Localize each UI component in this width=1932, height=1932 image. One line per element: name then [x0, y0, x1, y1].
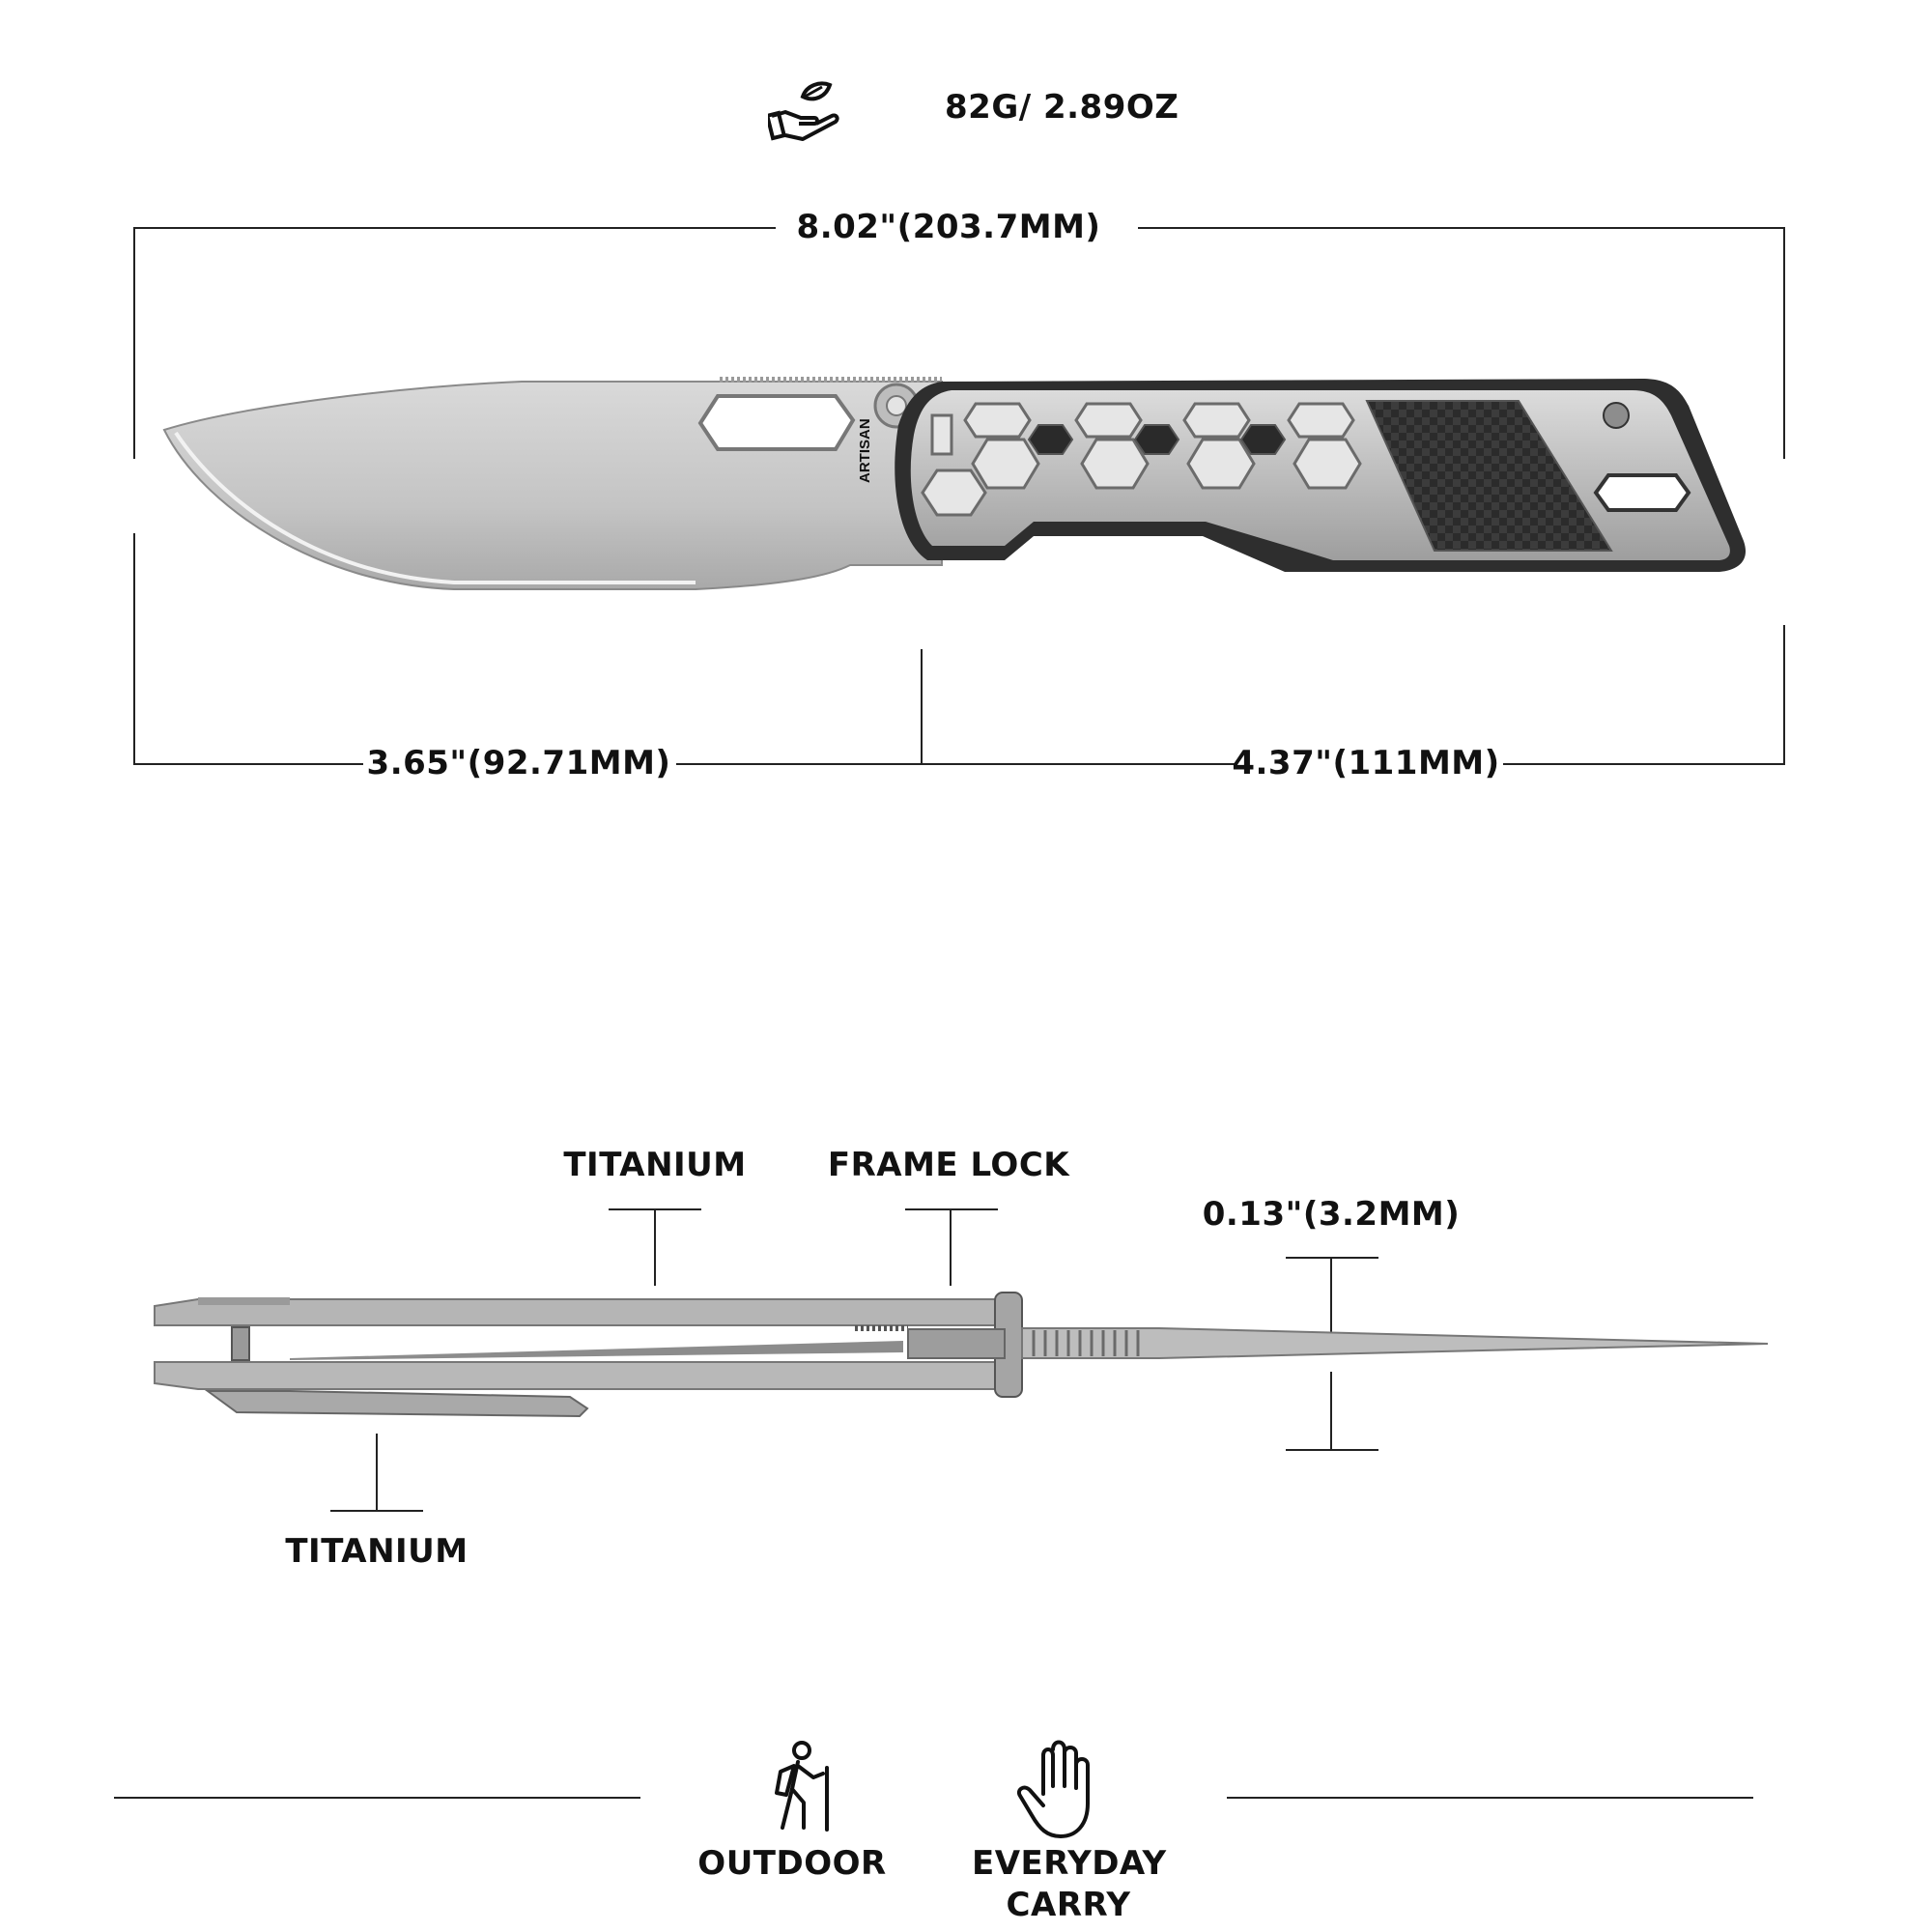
pocket-clip	[208, 1391, 587, 1416]
use-label-outdoor: OUTDOOR	[697, 1844, 887, 1883]
hiker-icon	[753, 1739, 850, 1835]
overall-length-label: 8.02"(203.7MM)	[796, 208, 1101, 246]
callout-clip-bar	[330, 1510, 423, 1512]
callout-clip-titanium: TITANIUM	[285, 1532, 469, 1571]
brand-mark: ARTISAN	[857, 418, 873, 483]
callout-handle-titanium: TITANIUM	[563, 1146, 747, 1184]
blade-length-label: 3.65"(92.71MM)	[366, 744, 671, 782]
use-label-everyday-carry: EVERYDAY CARRY	[972, 1844, 1167, 1924]
blade-thickness-label: 0.13"(3.2MM)	[1202, 1195, 1461, 1234]
callout-frame-lock: FRAME LOCK	[827, 1146, 1070, 1184]
handle-length-label: 4.37"(111MM)	[1232, 744, 1500, 782]
callout-clip-stem	[376, 1434, 378, 1511]
weight-label: 82G/ 2.89OZ	[945, 88, 1179, 127]
divider-right	[1227, 1797, 1753, 1799]
divider-left	[114, 1797, 640, 1799]
spine-handle-bottom	[155, 1362, 1005, 1389]
open-hand-icon	[1014, 1736, 1111, 1842]
